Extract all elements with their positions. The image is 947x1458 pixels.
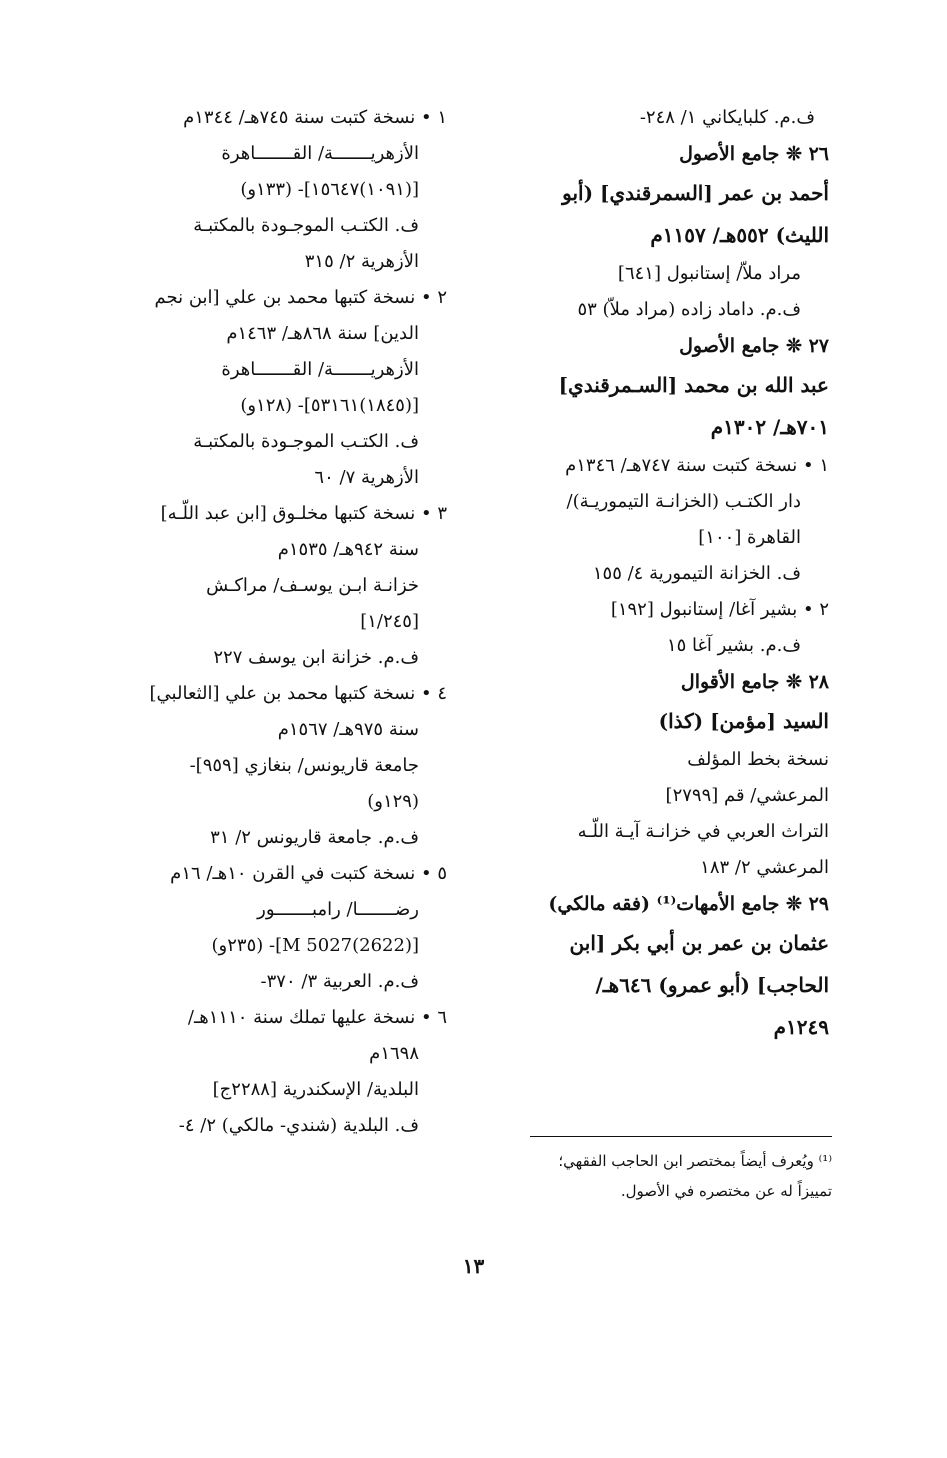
left-column-line: الأزهرية ٢/ ٣١٥	[304, 251, 419, 272]
right-column-line: مراد ملاّ/ إستانبول [٦٤١]	[617, 263, 801, 284]
right-column-line: ف. الخزانة التيمورية ٤/ ١٥٥	[592, 563, 801, 584]
left-column-line: خزانـة ابـن يوسـف/ مراكـش	[206, 575, 419, 596]
left-column-line: ف. الكتـب الموجـودة بالمكتبـة	[193, 431, 419, 452]
right-column-line: ٢٧ ❊ جامع الأصول	[679, 335, 829, 357]
right-column-line: ٢٦ ❊ جامع الأصول	[679, 143, 829, 165]
right-column-line: الحاجب] (أبو عمرو) ٦٤٦هـ/	[595, 973, 829, 997]
left-column-line: سنة ٩٧٥هـ/ ١٥٦٧م	[277, 719, 419, 740]
right-column-line: ف.م. كلبايكاني ١/ ٢٤٨-	[639, 107, 815, 128]
right-column-line: دار الكتـب (الخزانـة التيموريـة)/	[566, 491, 801, 512]
left-column-line: الأزهريـــــــة/ القـــــــاهرة	[221, 359, 419, 380]
left-column-line: الدين] سنة ٨٦٨هـ/ ١٤٦٣م	[226, 323, 419, 344]
left-column-line: ٦ • نسخة عليها تملك سنة ١١١٠هـ/	[187, 1007, 447, 1028]
right-column-line: ١ • نسخة كتبت سنة ٧٤٧هـ/ ١٣٤٦م	[565, 455, 829, 476]
left-column-line: البلدية/ الإسكندرية [٢٢٨٨ج]	[212, 1079, 419, 1100]
right-column-line: ف.م. داماد زاده (مراد ملاّ) ٥٣	[577, 299, 801, 320]
left-column-line: ف. البلدية (شندي- مالكي) ٢/ ٤-	[178, 1115, 419, 1136]
right-column-line: ٧٠١هـ/ ١٣٠٢م	[710, 415, 829, 439]
left-column-line: ف.م. خزانة ابن يوسف ٢٢٧	[213, 647, 419, 668]
right-column-line: ٢٨ ❊ جامع الأقوال	[680, 671, 829, 693]
right-column-line: عبد الله بن محمد [السـمرقندي]	[558, 373, 829, 397]
right-column-line: ١٢٤٩م	[773, 1015, 829, 1039]
left-column-line: سنة ٩٤٢هـ/ ١٥٣٥م	[277, 539, 419, 560]
footnote-line: ⁽¹⁾ ويُعرف أيضاً بمختصر ابن الحاجب الفقهي؛	[558, 1152, 832, 1170]
left-column-line: ١٦٩٨م	[369, 1043, 419, 1064]
footnote-separator	[530, 1136, 832, 1137]
left-column-line: ١ • نسخة كتبت سنة ٧٤٥هـ/ ١٣٤٤م	[183, 107, 447, 128]
right-column-line: ٢٩ ❊ جامع الأمهات⁽¹⁾ (فقه مالكي)	[548, 893, 829, 915]
left-column-line: ف.م. العربية ٣/ ٣٧٠-	[260, 971, 419, 992]
left-column-line: ٤ • نسخة كتبها محمد بن علي [الثعالبي]	[149, 683, 447, 704]
left-column-line: [١/٢٤٥]	[360, 611, 419, 632]
right-column-line: المرعشي ٢/ ١٨٣	[700, 857, 829, 878]
footnotes	[440, 1146, 832, 1206]
left-column-line: ف.م. جامعة قاريونس ٢/ ٣١	[210, 827, 419, 848]
left-column-line: جامعة قاريونس/ بنغازي [٩٥٩]-	[189, 755, 419, 776]
left-column-line: (١٢٩و)	[367, 791, 419, 812]
left-column-line: ف. الكتـب الموجـودة بالمكتبـة	[193, 215, 419, 236]
right-column-line: نسخة بخط المؤلف	[687, 749, 829, 770]
left-column-line: [(2622)5027 M]- (٢٣٥و)	[211, 935, 419, 956]
right-column-line: أحمد بن عمر [السمرقندي] (أبو	[562, 181, 829, 205]
right-column-line: الليث) ٥٥٢هـ/ ١١٥٧م	[650, 223, 829, 247]
right-column-line: السيد [مؤمن] (كذا)	[658, 709, 829, 733]
left-column-line: ٥ • نسخة كتبت في القرن ١٠هـ/ ١٦م	[170, 863, 447, 884]
left-column-line: [(١٠٩١)١٥٦٤٧]- (١٣٣و)	[240, 179, 419, 200]
right-column-line: عثمان بن عمر بن أبي بكر [ابن	[569, 931, 829, 955]
left-column-line: ٣ • نسخة كتبها مخلـوق [ابن عبد اللّـه]	[160, 503, 447, 524]
left-column-line: الأزهرية ٧/ ٦٠	[314, 467, 419, 488]
right-column-line: المرعشي/ قم [٢٧٩٩]	[665, 785, 829, 806]
right-column-line: التراث العربي في خزانـة آيـة اللّـه	[577, 821, 829, 842]
left-column-line: الأزهريـــــــة/ القـــــــاهرة	[221, 143, 419, 164]
right-column-line: ف.م. بشير آغا ١٥	[666, 635, 801, 656]
right-column-line: ٢ • بشير آغا/ إستانبول [١٩٢]	[610, 599, 829, 620]
left-column-line: [(١٨٤٥)٥٣١٦١]- (١٢٨و)	[240, 395, 419, 416]
left-column	[102, 100, 447, 1144]
left-column-line: ٢ • نسخة كتبها محمد بن علي [ابن نجم	[154, 287, 447, 308]
footnote-line: تمييزاً له عن مختصره في الأصول.	[620, 1182, 832, 1200]
right-column-line: القاهرة [١٠٠]	[698, 527, 801, 548]
left-column-line: رضـــــــا/ رامبـــــــور	[257, 899, 419, 920]
page-number: ١٣	[462, 1254, 485, 1278]
right-column	[494, 100, 829, 1048]
